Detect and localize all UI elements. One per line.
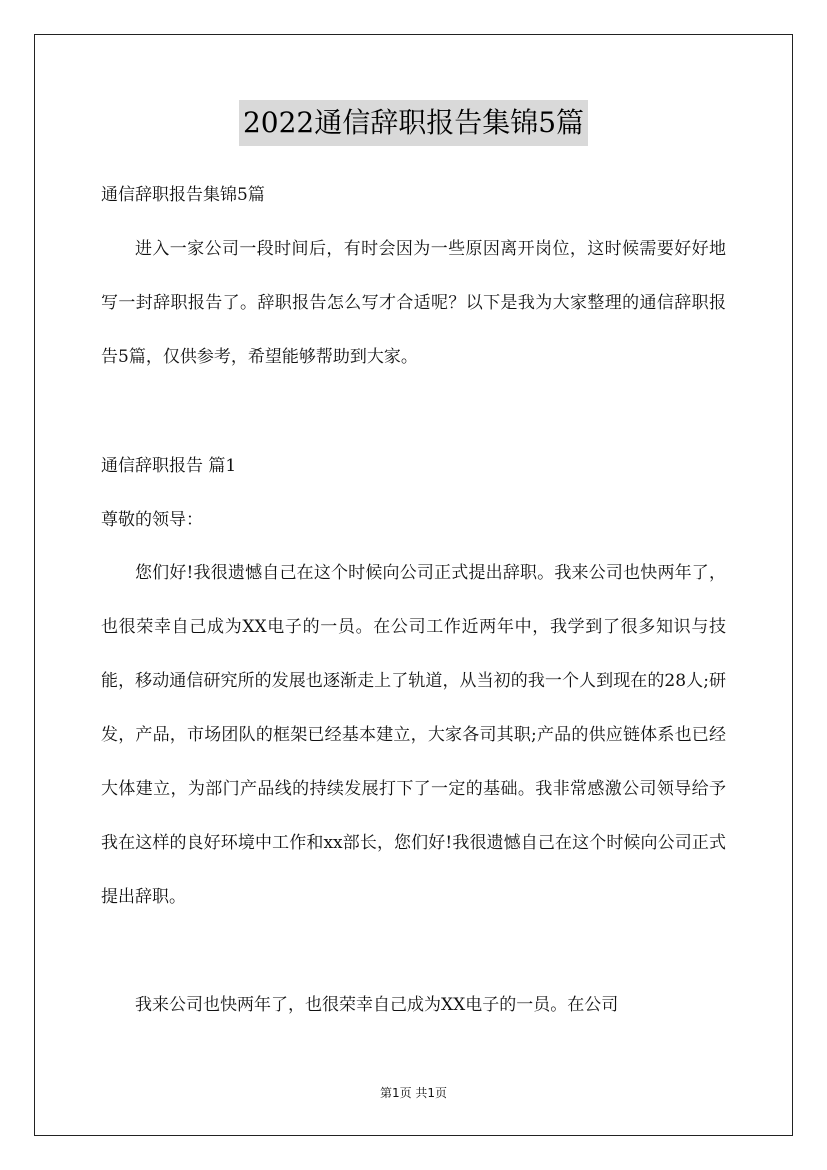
section-heading: 通信辞职报告 篇1 [101,456,237,476]
page-number-footer: 第1页 共1页 [379,1086,448,1100]
salutation: 尊敬的领导： [101,510,203,530]
body-paragraph-continued: 我来公司也快两年了，也很荣幸自己成为XX电子的一员。在公司 [135,995,619,1015]
body-paragraph: 您们好!我很遗憾自己在这个时候向公司正式提出辞职。我来公司也快两年了，也很荣幸自己成为XX电子的一员。在公司工作近两年中，我学到了很多知识与技能，移动通信研究所的发展也逐渐走上了轨道，从当初的我一个人到现在的28人;研发，产品，市场团队的框架已经基本建立，大家各司其职;产品的供应链体系也已经大体建立，为部门产品线的持续发展打下了一定的基础。我非常感激公司领导给予我在这样的良好环境中工作和xx部长，您们好!我很遗憾自己在这个时候向公司正式提出辞职。 [101,563,726,907]
document-title: 2022通信辞职报告集锦5篇 [239,100,588,146]
intro-paragraph: 进入一家公司一段时间后，有时会因为一些原因离开岗位，这时候需要好好地写一封辞职报告了。辞职报告怎么写才合适呢？以下是我为大家整理的通信辞职报告5篇，仅供参考，希望能够帮助到大家。 [101,239,726,367]
document-subtitle: 通信辞职报告集锦5篇 [101,185,265,205]
title-container [0,100,827,146]
